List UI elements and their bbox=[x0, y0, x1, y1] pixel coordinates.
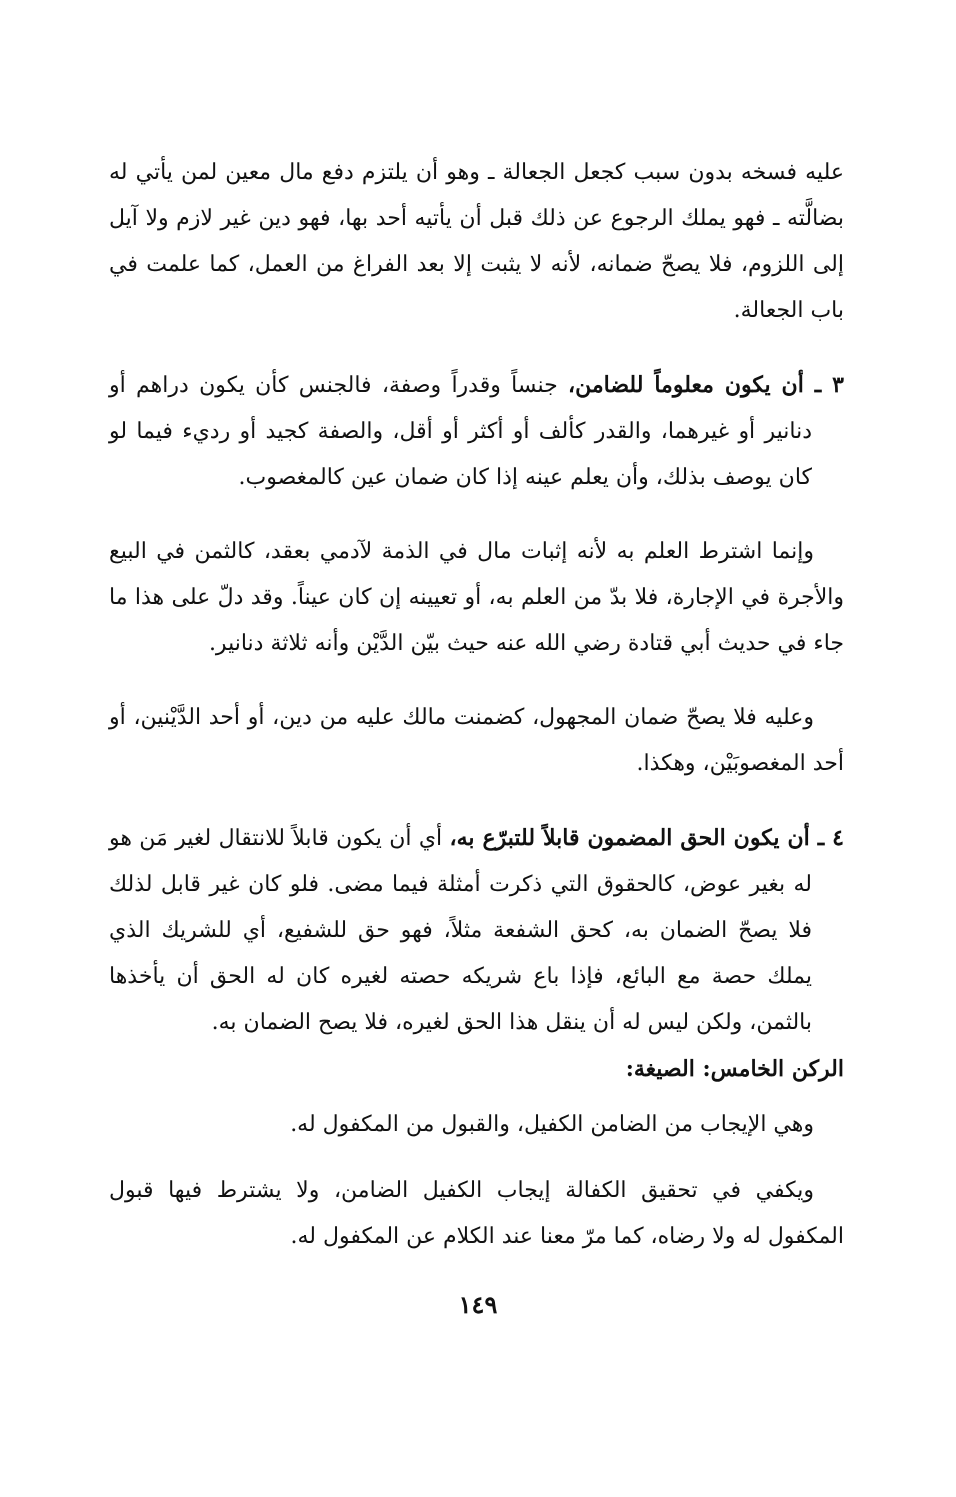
condition-3-text: جنساً وقدراً وصفة، فالجنس كأن يكون دراهم أو دنانير أو غيرهما، والقدر كألف أو أكثر أو أقل، والصفة كجيد أو رديء فيما لو كان يوصف بذلك، وأن يعلم عينه إذا كان ضمان عين كالمغصوب. bbox=[109, 373, 812, 490]
paragraph-offer-acceptance: وهي الإيجاب من الضامن الكفيل، والقبول من المكفول له. bbox=[290, 1112, 814, 1137]
condition-3-paragraph bbox=[109, 362, 844, 501]
page-body bbox=[109, 150, 844, 1260]
condition-4-heading: ٤ ـ أن يكون الحق المضمون قابلاً للتبرّع به، bbox=[449, 825, 844, 851]
paragraph-continuation: عليه فسخه بدون سبب كجعل الجعالة ـ وهو أن يلتزم دفع مال معين لمن يأتي له بضالَّته ـ فهو يملك الرجوع عن ذلك قبل أن يأتيه أحد بها، فهو دين غير لازم ولا آيل إلى اللزوم، فلا يصحّ ضمانه، لأنه لا يثبت إلا بعد الفراغ من العمل، كما علمت في باب الجعالة. bbox=[109, 160, 844, 323]
condition-4-paragraph bbox=[109, 815, 844, 1046]
condition-3-heading: ٣ ـ أن يكون معلوماً للضامن، bbox=[568, 372, 844, 398]
condition-4-text: أي أن يكون قابلاً للانتقال لغير مَن هو له بغير عوض، كالحقوق التي ذكرت أمثلة فيما مضى. فلو كان غير قابل لذلك فلا يصحّ الضمان به، كحق الشفعة مثلاً، فهو حق للشفيع، أي للشريك الذي يملك حصة مع البائع، فإذا باع شريكه حصته لغيره كان له الحق أن يأخذها بالثمن، ولكن ليس له أن ينقل هذا الحق لغيره، فلا يصح الضمان به. bbox=[109, 826, 812, 1035]
paragraph-sufficiency: ويكفي في تحقيق الكفالة إيجاب الكفيل الضامن، ولا يشترط فيها قبول المكفول له ولا رضاه، كما مرّ معنا عند الكلام عن المكفول له. bbox=[109, 1178, 844, 1249]
paragraph-knowledge-reason: وإنما اشترط العلم به لأنه إثبات مال في الذمة لآدمي بعقد، كالثمن في البيع والأجرة في الإجارة، فلا بدّ من العلم به، أو تعيينه إن كان عيناً. وقد دلّ على هذا ما جاء في حديث أبي قتادة رضي الله عنه حيث بيّن الدَّيْن وأنه ثلاثة دنانير. bbox=[109, 539, 844, 656]
paragraph-unknown-guarantee: وعليه فلا يصحّ ضمان المجهول، كضمنت مالك عليه من دين، أو أحد الدَّيْنين، أو أحد المغصوبَيْن، وهكذا. bbox=[109, 705, 844, 776]
section-heading-formula: الركن الخامس: الصيغة: bbox=[625, 1056, 844, 1082]
page-number: ١٤٩ bbox=[458, 1290, 498, 1319]
